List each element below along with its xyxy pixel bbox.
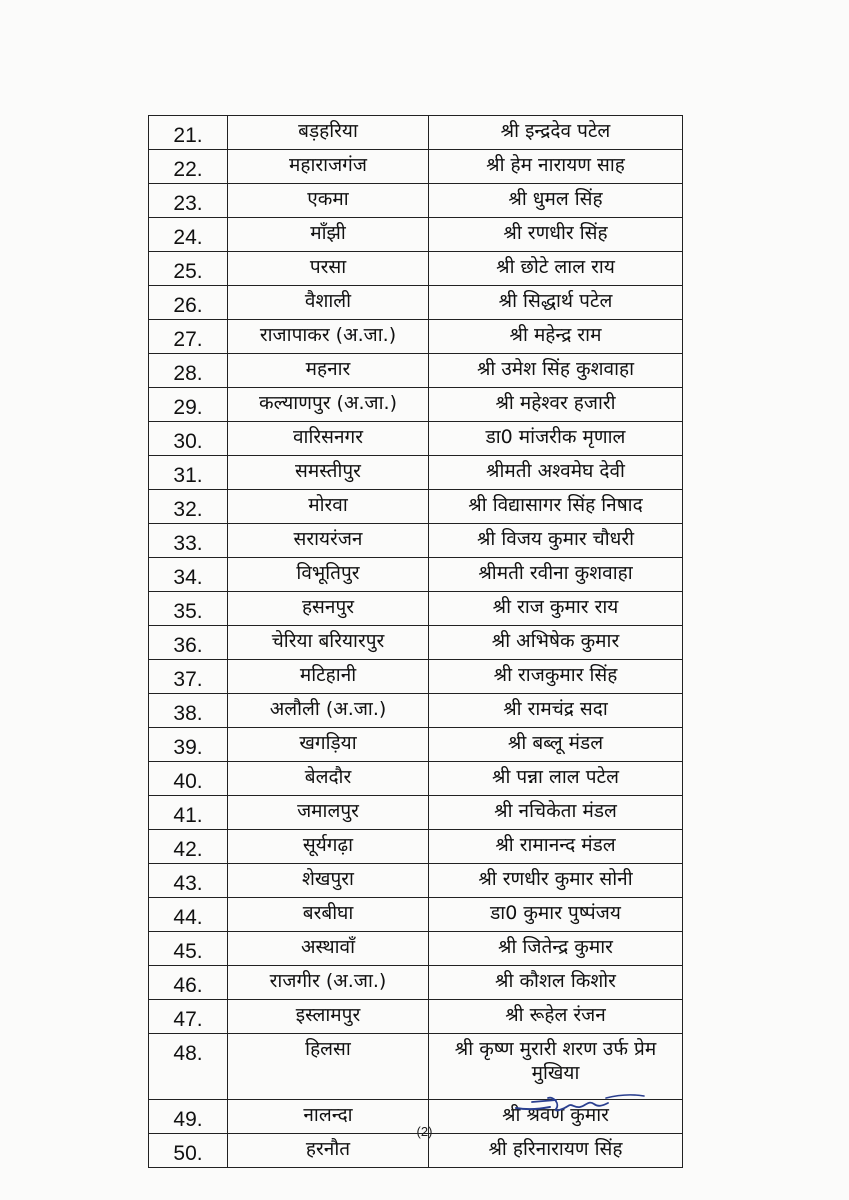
candidate-cell: श्री सिद्धार्थ पटेल — [429, 286, 683, 320]
constituency-cell: नालन्दा — [228, 1100, 429, 1134]
table-row — [149, 524, 683, 558]
constituency-cell: वैशाली — [228, 286, 429, 320]
candidate-cell: श्री अभिषेक कुमार — [429, 626, 683, 660]
row-number: 39. — [149, 728, 228, 762]
page-number: (2) — [416, 1124, 433, 1139]
constituency-cell: शेखपुरा — [228, 864, 429, 898]
table-row — [149, 286, 683, 320]
candidate-cell: श्री रामानन्द मंडल — [429, 830, 683, 864]
constituency-cell: एकमा — [228, 184, 429, 218]
table-row — [149, 422, 683, 456]
table-row — [149, 252, 683, 286]
candidate-cell: श्री विद्यासागर सिंह निषाद — [429, 490, 683, 524]
candidate-cell: श्रीमती रवीना कुशवाहा — [429, 558, 683, 592]
row-number: 27. — [149, 320, 228, 354]
row-number: 44. — [149, 898, 228, 932]
constituency-cell: खगड़िया — [228, 728, 429, 762]
constituency-cell: बेलदौर — [228, 762, 429, 796]
constituency-cell: हसनपुर — [228, 592, 429, 626]
candidate-cell: डा0 कुमार पुष्पंजय — [429, 898, 683, 932]
constituency-cell: बरबीघा — [228, 898, 429, 932]
constituency-cell: हिलसा — [228, 1034, 429, 1100]
row-number: 35. — [149, 592, 228, 626]
constituency-cell: विभूतिपुर — [228, 558, 429, 592]
table-row — [149, 660, 683, 694]
row-number: 29. — [149, 388, 228, 422]
row-number: 34. — [149, 558, 228, 592]
table-row — [149, 966, 683, 1000]
table-row — [149, 354, 683, 388]
constituency-cell: परसा — [228, 252, 429, 286]
table-row — [149, 456, 683, 490]
table-row — [149, 184, 683, 218]
candidate-cell: श्री रणधीर कुमार सोनी — [429, 864, 683, 898]
constituency-cell: महाराजगंज — [228, 150, 429, 184]
candidate-cell: श्री राज कुमार राय — [429, 592, 683, 626]
table-row — [149, 864, 683, 898]
constituency-cell: राजगीर (अ.जा.) — [228, 966, 429, 1000]
row-number: 46. — [149, 966, 228, 1000]
row-number: 24. — [149, 218, 228, 252]
candidate-cell: श्री रामचंद्र सदा — [429, 694, 683, 728]
row-number: 38. — [149, 694, 228, 728]
candidate-cell: श्री कृष्ण मुरारी शरण उर्फ प्रेम मुखिया — [429, 1034, 683, 1100]
table-body — [149, 116, 683, 1168]
table-row — [149, 728, 683, 762]
constituency-cell: मटिहानी — [228, 660, 429, 694]
row-number: 37. — [149, 660, 228, 694]
constituency-cell: सरायरंजन — [228, 524, 429, 558]
row-number: 33. — [149, 524, 228, 558]
row-number: 36. — [149, 626, 228, 660]
row-number: 26. — [149, 286, 228, 320]
candidate-cell: श्री महेश्वर हजारी — [429, 388, 683, 422]
table-row — [149, 762, 683, 796]
candidate-cell: श्री रूहेल रंजन — [429, 1000, 683, 1034]
constituency-cell: सूर्यगढ़ा — [228, 830, 429, 864]
row-number: 42. — [149, 830, 228, 864]
constituency-cell: चेरिया बरियारपुर — [228, 626, 429, 660]
candidate-cell: श्री हेम नारायण साह — [429, 150, 683, 184]
row-number: 28. — [149, 354, 228, 388]
constituency-cell: अस्थावाँ — [228, 932, 429, 966]
table-row — [149, 558, 683, 592]
candidate-cell: श्री छोटे लाल राय — [429, 252, 683, 286]
table-row — [149, 796, 683, 830]
candidate-cell: श्री रणधीर सिंह — [429, 218, 683, 252]
row-number: 50. — [149, 1134, 228, 1168]
row-number: 22. — [149, 150, 228, 184]
row-number: 49. — [149, 1100, 228, 1134]
constituency-cell: राजापाकर (अ.जा.) — [228, 320, 429, 354]
candidate-cell: श्री कौशल किशोर — [429, 966, 683, 1000]
candidate-cell: श्रीमती अश्वमेघ देवी — [429, 456, 683, 490]
candidate-cell: श्री जितेन्द्र कुमार — [429, 932, 683, 966]
candidate-cell: श्री इन्द्रदेव पटेल — [429, 116, 683, 150]
row-number: 40. — [149, 762, 228, 796]
row-number: 32. — [149, 490, 228, 524]
row-number: 31. — [149, 456, 228, 490]
candidate-cell: श्री नचिकेता मंडल — [429, 796, 683, 830]
constituency-cell: अलौली (अ.जा.) — [228, 694, 429, 728]
row-number: 21. — [149, 116, 228, 150]
row-number: 43. — [149, 864, 228, 898]
candidate-cell: श्री महेन्द्र राम — [429, 320, 683, 354]
table-row — [149, 320, 683, 354]
table-row — [149, 626, 683, 660]
row-number: 47. — [149, 1000, 228, 1034]
candidate-cell: श्री धुमल सिंह — [429, 184, 683, 218]
candidate-table — [148, 115, 683, 1168]
candidate-cell: श्री बब्लू मंडल — [429, 728, 683, 762]
constituency-cell: जमालपुर — [228, 796, 429, 830]
table-row — [149, 218, 683, 252]
constituency-cell: इस्लामपुर — [228, 1000, 429, 1034]
candidate-cell: श्री श्रवण कुमार — [429, 1100, 683, 1134]
constituency-cell: बड़हरिया — [228, 116, 429, 150]
constituency-cell: महनार — [228, 354, 429, 388]
constituency-cell: वारिसनगर — [228, 422, 429, 456]
table-row — [149, 388, 683, 422]
row-number: 30. — [149, 422, 228, 456]
candidate-cell: डा0 मांजरीक मृणाल — [429, 422, 683, 456]
constituency-cell: हरनौत — [228, 1134, 429, 1168]
row-number: 23. — [149, 184, 228, 218]
table-row — [149, 490, 683, 524]
row-number: 41. — [149, 796, 228, 830]
table-row — [149, 932, 683, 966]
candidate-cell: श्री विजय कुमार चौधरी — [429, 524, 683, 558]
table-row — [149, 830, 683, 864]
row-number: 25. — [149, 252, 228, 286]
signature — [510, 1088, 650, 1118]
table-row — [149, 150, 683, 184]
candidate-cell: श्री पन्ना लाल पटेल — [429, 762, 683, 796]
candidate-cell: श्री उमेश सिंह कुशवाहा — [429, 354, 683, 388]
table-row — [149, 592, 683, 626]
constituency-cell: कल्याणपुर (अ.जा.) — [228, 388, 429, 422]
candidate-cell: श्री राजकुमार सिंह — [429, 660, 683, 694]
row-number: 45. — [149, 932, 228, 966]
table-row — [149, 694, 683, 728]
constituency-cell: समस्तीपुर — [228, 456, 429, 490]
row-number: 48. — [149, 1034, 228, 1100]
constituency-cell: माँझी — [228, 218, 429, 252]
table-row — [149, 898, 683, 932]
candidate-cell: श्री हरिनारायण सिंह — [429, 1134, 683, 1168]
table-row — [149, 1000, 683, 1034]
constituency-cell: मोरवा — [228, 490, 429, 524]
table-row — [149, 116, 683, 150]
